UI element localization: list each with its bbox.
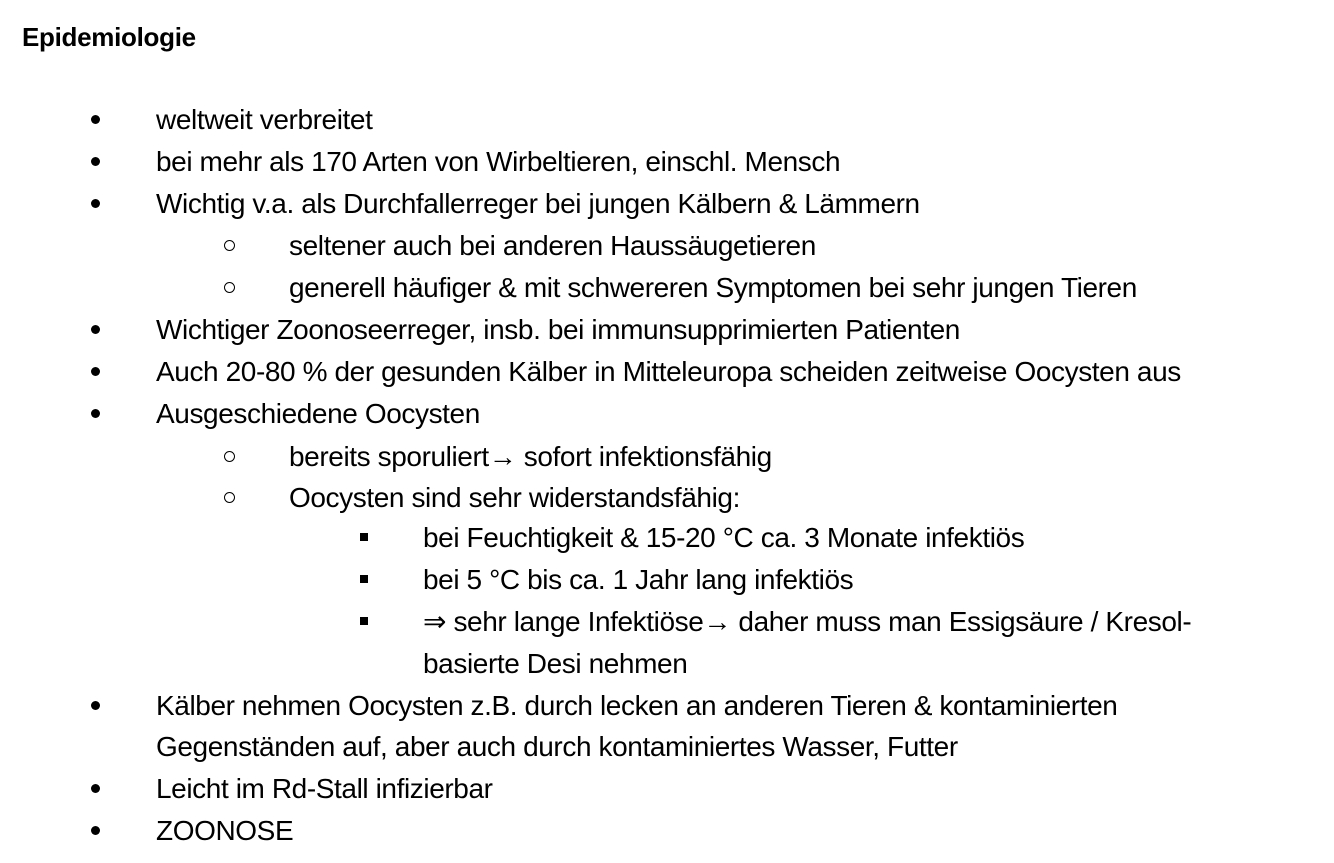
sub-list-item: seltener auch bei anderen Haussäugetieren (289, 230, 816, 261)
section-heading: Epidemiologie (22, 22, 196, 52)
sub-sub-list-item: ⇒ sehr lange Infektiöse→ daher muss man Essigsäure / Kresol- (423, 606, 1192, 637)
list-item: Ausgeschiedene Oocysten (156, 398, 480, 429)
sub-sub-list-item: bei Feuchtigkeit & 15-20 °C ca. 3 Monate infektiös (423, 522, 1025, 553)
list-item: weltweit verbreitet (156, 104, 373, 135)
list-item: Auch 20-80 % der gesunden Kälber in Mitteleuropa scheiden zeitweise Oocysten aus (156, 356, 1181, 387)
list-item: bei mehr als 170 Arten von Wirbeltieren, einschl. Mensch (156, 146, 841, 177)
sub-list-item: bereits sporuliert→ sofort infektionsfähig (289, 441, 772, 472)
list-item: Kälber nehmen Oocysten z.B. durch lecken an anderen Tieren & kontaminierten (156, 690, 1118, 721)
list-item: ZOONOSE (156, 815, 294, 846)
list-item: Wichtig v.a. als Durchfallerreger bei jungen Kälbern & Lämmern (156, 188, 920, 219)
list-item: Leicht im Rd-Stall infizierbar (156, 773, 493, 804)
sub-sub-list-item: bei 5 °C bis ca. 1 Jahr lang infektiös (423, 564, 854, 595)
sub-list-item: Oocysten sind sehr widerstandsfähig: (289, 482, 740, 513)
list-item-continuation: Gegenständen auf, aber auch durch kontaminiertes Wasser, Futter (156, 731, 958, 762)
list-item: Wichtiger Zoonoseerreger, insb. bei immunsupprimierten Patienten (156, 314, 960, 345)
sub-list-item: generell häufiger & mit schwereren Symptomen bei sehr jungen Tieren (289, 272, 1137, 303)
sub-sub-list-item-continuation: basierte Desi nehmen (423, 648, 688, 679)
